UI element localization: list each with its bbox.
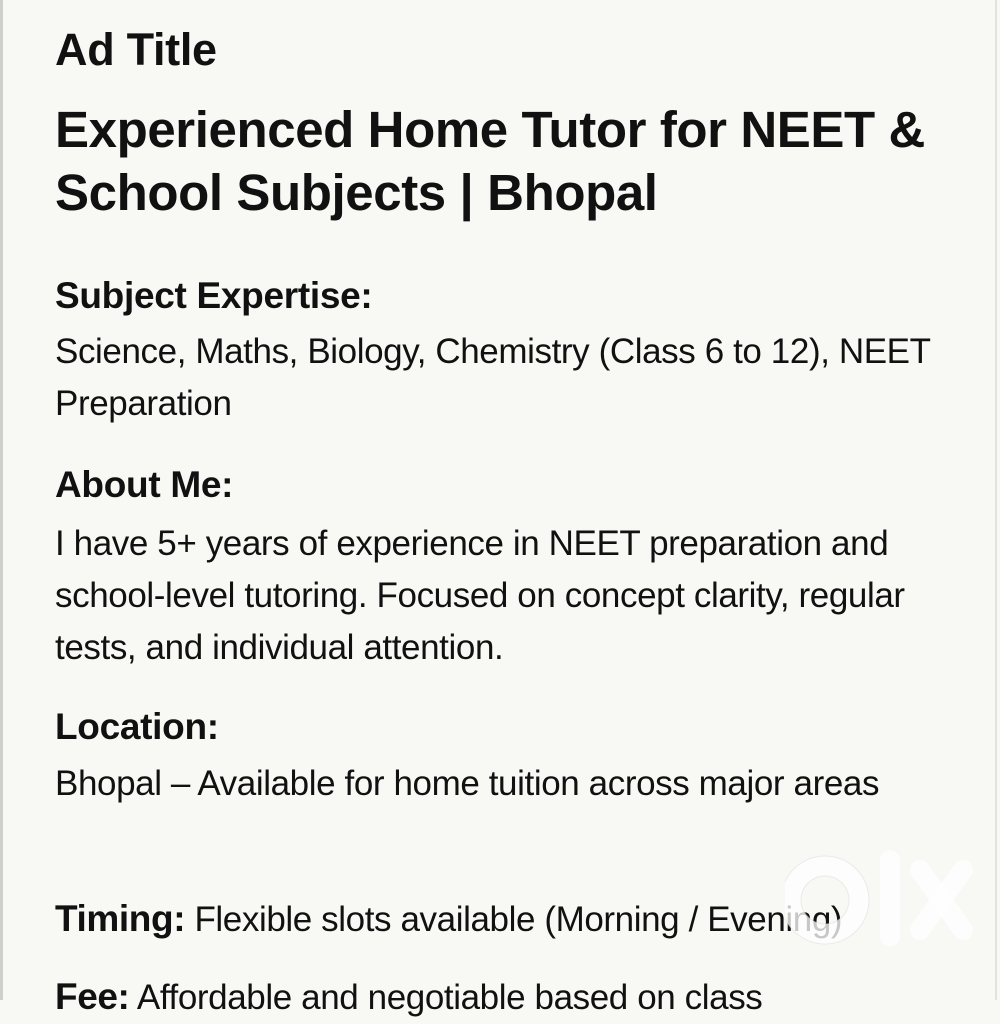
left-border (0, 0, 3, 1000)
timing-line (55, 893, 842, 946)
fee-label: Fee: (55, 976, 130, 1017)
about-me-body: I have 5+ years of experience in NEET preparation and school-level tutoring. Focused on concept clarity, regular tests, and individual attention. (55, 524, 905, 667)
about-me-heading: About Me: (55, 464, 234, 505)
fee-value: Affordable and negotiable based on class (136, 978, 763, 1017)
timing-label: Timing: (55, 898, 186, 939)
ad-title-label: Ad Title (55, 24, 217, 75)
right-border (995, 0, 997, 1000)
subject-expertise-body: Science, Maths, Biology, Chemistry (Class 6 to 12), NEET Preparation (55, 332, 930, 423)
fee-line (55, 971, 762, 1024)
subject-expertise-heading: Subject Expertise: (55, 275, 373, 316)
ad-title: Experienced Home Tutor for NEET & School Subjects | Bhopal (55, 101, 925, 221)
timing-value: Flexible slots available (Morning / Evening) (194, 900, 843, 939)
location-body: Bhopal – Available for home tuition across major areas (55, 764, 880, 803)
location-heading: Location: (55, 706, 219, 747)
